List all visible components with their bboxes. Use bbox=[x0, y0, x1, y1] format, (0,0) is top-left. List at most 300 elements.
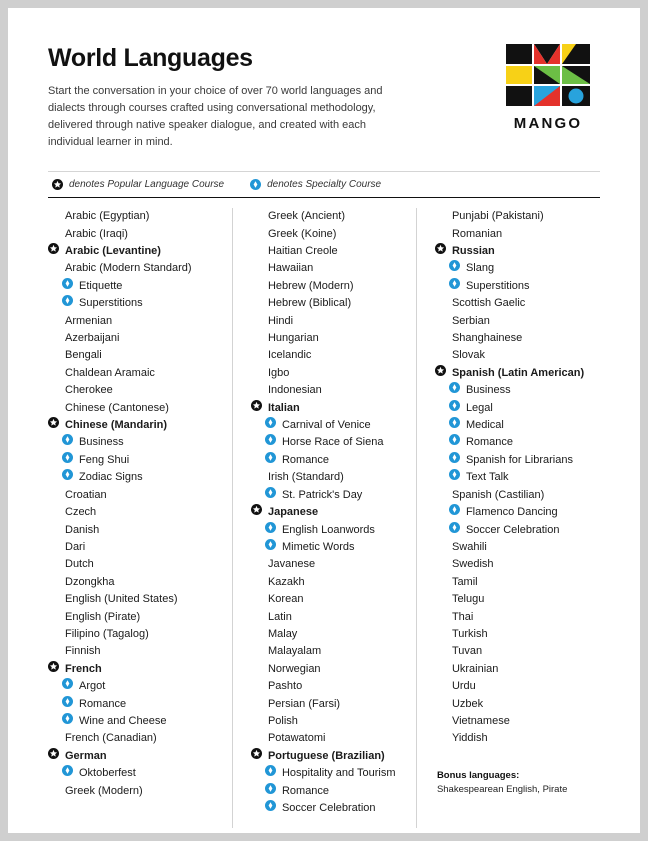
diamond-badge-icon bbox=[265, 765, 276, 776]
language-item[interactable] bbox=[251, 591, 404, 608]
page-title: World Languages bbox=[48, 44, 253, 72]
language-item-label: Japanese bbox=[267, 506, 319, 519]
specialty-course-item[interactable] bbox=[251, 800, 404, 817]
diamond-badge-icon bbox=[265, 417, 276, 428]
legend-specialty bbox=[250, 179, 381, 190]
spacer-icon bbox=[48, 522, 59, 533]
spacer-icon bbox=[48, 400, 59, 411]
language-item-label: Slovak bbox=[451, 349, 485, 362]
language-item[interactable] bbox=[435, 295, 588, 312]
spacer-icon bbox=[435, 208, 446, 219]
spacer-icon bbox=[48, 260, 59, 271]
language-item-label: Slang bbox=[465, 262, 495, 275]
language-item[interactable] bbox=[435, 609, 588, 626]
language-item-label: Shanghainese bbox=[451, 332, 523, 345]
page-header bbox=[8, 8, 640, 151]
star-badge-icon bbox=[52, 179, 63, 190]
language-item[interactable] bbox=[251, 208, 404, 225]
language-item-label: Pashto bbox=[267, 680, 303, 693]
spacer-icon bbox=[435, 347, 446, 358]
spacer-icon bbox=[251, 678, 262, 689]
language-item[interactable] bbox=[48, 347, 220, 364]
specialty-course-item[interactable] bbox=[251, 522, 404, 539]
language-item-label: Vietnamese bbox=[451, 714, 510, 727]
language-item[interactable] bbox=[251, 609, 404, 626]
language-item[interactable] bbox=[48, 591, 220, 608]
specialty-course-item[interactable] bbox=[435, 452, 588, 469]
specialty-course-item[interactable] bbox=[251, 783, 404, 800]
language-item-label: English Loanwords bbox=[281, 523, 375, 536]
language-item-label: Irish (Standard) bbox=[267, 471, 344, 484]
language-column-2 bbox=[232, 208, 416, 828]
spacer-icon bbox=[435, 539, 446, 550]
language-item-label: Spanish for Librarians bbox=[465, 453, 573, 466]
language-item-label: Russian bbox=[451, 245, 495, 257]
diamond-badge-icon bbox=[62, 678, 73, 689]
spacer-icon bbox=[48, 730, 59, 741]
language-item[interactable] bbox=[435, 539, 588, 556]
language-item[interactable] bbox=[48, 556, 220, 573]
spacer-icon bbox=[251, 591, 262, 602]
specialty-course-item[interactable] bbox=[251, 487, 404, 504]
language-item-label: Indonesian bbox=[267, 384, 322, 397]
language-item[interactable] bbox=[251, 643, 404, 660]
specialty-course-item[interactable] bbox=[48, 278, 220, 295]
language-item-label: Hebrew (Biblical) bbox=[267, 297, 352, 310]
specialty-course-item[interactable] bbox=[251, 452, 404, 469]
language-item[interactable] bbox=[435, 347, 588, 364]
language-item-label: Malay bbox=[267, 627, 298, 640]
star-badge-icon bbox=[48, 243, 59, 254]
spacer-icon bbox=[251, 313, 262, 324]
diamond-badge-icon bbox=[62, 434, 73, 445]
language-item[interactable] bbox=[48, 330, 220, 347]
language-item-label: Romance bbox=[79, 697, 127, 710]
spacer-icon bbox=[435, 661, 446, 672]
specialty-course-item[interactable] bbox=[48, 295, 220, 312]
language-item-label: Superstitions bbox=[465, 279, 530, 292]
spacer-icon bbox=[251, 469, 262, 480]
language-item[interactable] bbox=[48, 260, 220, 277]
language-item-label: Swedish bbox=[451, 558, 494, 571]
spacer-icon bbox=[251, 609, 262, 620]
language-item-label: Cherokee bbox=[65, 384, 113, 397]
spacer-icon bbox=[435, 643, 446, 654]
language-item-label: Malayalam bbox=[267, 645, 322, 658]
language-column-1 bbox=[48, 208, 232, 828]
language-item-label: Zodiac Signs bbox=[79, 471, 143, 484]
spacer-icon bbox=[435, 556, 446, 567]
spacer-icon bbox=[48, 313, 59, 324]
language-item[interactable] bbox=[48, 365, 220, 382]
spacer-icon bbox=[435, 487, 446, 498]
language-item[interactable] bbox=[435, 574, 588, 591]
star-badge-icon bbox=[48, 661, 59, 672]
spacer-icon bbox=[251, 730, 262, 741]
diamond-badge-icon bbox=[449, 522, 460, 533]
language-item-label: St. Patrick's Day bbox=[281, 488, 363, 501]
language-item-label: Medical bbox=[465, 419, 504, 432]
language-item-label: Greek (Koine) bbox=[267, 227, 337, 240]
language-item[interactable] bbox=[251, 730, 404, 747]
language-item-label: Ukrainian bbox=[451, 662, 499, 675]
language-item-label: Horse Race of Siena bbox=[281, 436, 384, 449]
language-item[interactable] bbox=[251, 313, 404, 330]
diamond-badge-icon bbox=[449, 400, 460, 411]
legend-bar bbox=[48, 171, 600, 198]
star-badge-icon bbox=[435, 365, 446, 376]
language-item-label: French bbox=[65, 662, 102, 675]
spacer-icon bbox=[435, 330, 446, 341]
language-item-label: Persian (Farsi) bbox=[267, 697, 341, 710]
star-badge-icon bbox=[48, 417, 59, 428]
language-item-label: Portuguese (Brazilian) bbox=[267, 749, 385, 762]
diamond-badge-icon bbox=[62, 765, 73, 776]
language-item[interactable] bbox=[435, 208, 588, 225]
document-page bbox=[8, 8, 640, 833]
spacer-icon bbox=[251, 574, 262, 585]
specialty-course-item[interactable] bbox=[48, 678, 220, 695]
spacer-icon bbox=[251, 226, 262, 237]
language-item-label: Chaldean Aramaic bbox=[65, 366, 155, 379]
language-item[interactable] bbox=[251, 469, 404, 486]
spacer-icon bbox=[251, 382, 262, 393]
language-item-label: Latin bbox=[267, 610, 292, 623]
language-item-label: Romanian bbox=[451, 227, 503, 240]
language-item-label: Hungarian bbox=[267, 332, 319, 345]
popular-language-item[interactable] bbox=[435, 243, 588, 260]
language-item[interactable] bbox=[48, 574, 220, 591]
specialty-course-item[interactable] bbox=[435, 260, 588, 277]
language-columns bbox=[48, 208, 600, 828]
specialty-course-item[interactable] bbox=[48, 696, 220, 713]
diamond-badge-icon bbox=[62, 295, 73, 306]
language-item-label: Dzongkha bbox=[65, 575, 115, 588]
specialty-course-item[interactable] bbox=[435, 434, 588, 451]
mango-logo-icon bbox=[506, 44, 590, 106]
specialty-course-item[interactable] bbox=[251, 434, 404, 451]
language-item-label: Telugu bbox=[451, 593, 485, 606]
popular-language-item[interactable] bbox=[48, 243, 220, 260]
page-subtitle: Start the conversation in your choice of over 70 world languages and dialects through courses crafted using conversational methodology, delivered through native speaker dialogue, and created with each individual learner in mind. bbox=[48, 85, 383, 149]
language-item-label: Text Talk bbox=[465, 471, 509, 484]
language-item-label: Flamenco Dancing bbox=[465, 506, 558, 519]
diamond-badge-icon bbox=[62, 696, 73, 707]
language-item-label: Soccer Celebration bbox=[281, 802, 376, 814]
language-item-label: Kazakh bbox=[267, 575, 305, 588]
spacer-icon bbox=[251, 278, 262, 289]
language-item-label: Business bbox=[465, 384, 511, 397]
language-item[interactable] bbox=[251, 295, 404, 312]
spacer-icon bbox=[251, 347, 262, 358]
language-item[interactable] bbox=[435, 730, 588, 747]
language-item-label: Dutch bbox=[65, 558, 94, 571]
language-item-label: Carnival of Venice bbox=[281, 419, 371, 432]
language-item[interactable] bbox=[251, 713, 404, 730]
legend-specialty-label: denotes Specialty Course bbox=[267, 179, 382, 191]
language-item[interactable] bbox=[251, 260, 404, 277]
language-list-2 bbox=[251, 208, 404, 817]
language-item[interactable] bbox=[48, 313, 220, 330]
language-item-label: Romance bbox=[281, 784, 330, 797]
language-item-label: Potawatomi bbox=[267, 732, 326, 745]
diamond-badge-icon bbox=[449, 434, 460, 445]
spacer-icon bbox=[251, 713, 262, 724]
language-item[interactable] bbox=[48, 626, 220, 643]
language-item[interactable] bbox=[435, 556, 588, 573]
language-item-label: Dari bbox=[65, 540, 86, 553]
language-item-label: Greek (Modern) bbox=[65, 784, 143, 797]
language-item-label: Uzbek bbox=[451, 697, 484, 710]
language-item-label: Finnish bbox=[65, 645, 101, 658]
language-item-label: Urdu bbox=[451, 680, 476, 693]
spacer-icon bbox=[48, 643, 59, 654]
language-item-label: Polish bbox=[267, 714, 298, 727]
star-badge-icon bbox=[251, 400, 262, 411]
language-item[interactable] bbox=[251, 661, 404, 678]
spacer-icon bbox=[251, 643, 262, 654]
language-item-label: Yiddish bbox=[451, 732, 488, 745]
specialty-course-item[interactable] bbox=[48, 469, 220, 486]
language-item-label: Etiquette bbox=[79, 279, 123, 292]
language-item[interactable] bbox=[48, 539, 220, 556]
language-item-label: Javanese bbox=[267, 558, 316, 571]
language-item-label: Greek (Ancient) bbox=[267, 210, 345, 223]
language-item[interactable] bbox=[251, 278, 404, 295]
language-item-label: Hebrew (Modern) bbox=[267, 279, 354, 292]
language-item[interactable] bbox=[251, 226, 404, 243]
language-item-label: Argot bbox=[79, 680, 106, 693]
language-item[interactable] bbox=[251, 678, 404, 695]
specialty-course-item[interactable] bbox=[435, 504, 588, 521]
language-item-label: Swahili bbox=[451, 540, 487, 553]
language-item[interactable] bbox=[251, 626, 404, 643]
language-item[interactable] bbox=[435, 696, 588, 713]
specialty-course-item[interactable] bbox=[435, 400, 588, 417]
specialty-course-item[interactable] bbox=[435, 469, 588, 486]
bonus-languages bbox=[435, 770, 588, 795]
spacer-icon bbox=[435, 295, 446, 306]
specialty-course-item[interactable] bbox=[435, 278, 588, 295]
specialty-course-item[interactable] bbox=[48, 434, 220, 451]
spacer-icon bbox=[251, 626, 262, 637]
language-item-label: Tamil bbox=[451, 575, 478, 588]
popular-language-item[interactable] bbox=[48, 417, 220, 434]
language-item-label: Norwegian bbox=[267, 662, 321, 675]
language-item-label: Thai bbox=[451, 610, 474, 623]
language-item[interactable] bbox=[251, 365, 404, 382]
bonus-text: Shakespearean English, Pirate bbox=[436, 783, 568, 795]
language-item-label: Turkish bbox=[451, 627, 488, 640]
popular-language-item[interactable] bbox=[251, 504, 404, 521]
popular-language-item[interactable] bbox=[251, 748, 404, 765]
language-item[interactable] bbox=[48, 609, 220, 626]
language-item-label: Filipino (Tagalog) bbox=[65, 627, 149, 640]
diamond-badge-icon bbox=[62, 713, 73, 724]
spacer-icon bbox=[48, 783, 59, 794]
brand-logo bbox=[502, 44, 594, 132]
language-item-label: Tuvan bbox=[451, 645, 483, 658]
diamond-badge-icon bbox=[449, 417, 460, 428]
diamond-badge-icon bbox=[265, 522, 276, 533]
language-item[interactable] bbox=[48, 504, 220, 521]
spacer-icon bbox=[435, 678, 446, 689]
specialty-course-item[interactable] bbox=[435, 382, 588, 399]
diamond-badge-icon bbox=[449, 260, 460, 271]
language-item-label: Hawaiian bbox=[267, 262, 314, 275]
popular-language-item[interactable] bbox=[48, 661, 220, 678]
legend-popular-label: denotes Popular Language Course bbox=[69, 179, 225, 191]
star-badge-icon bbox=[251, 748, 262, 759]
diamond-badge-icon bbox=[62, 469, 73, 480]
specialty-course-item[interactable] bbox=[251, 417, 404, 434]
header-text-block bbox=[48, 44, 468, 151]
specialty-course-item[interactable] bbox=[251, 765, 404, 782]
spacer-icon bbox=[48, 556, 59, 567]
popular-language-item[interactable] bbox=[48, 748, 220, 765]
language-item[interactable] bbox=[435, 330, 588, 347]
diamond-badge-icon bbox=[449, 469, 460, 480]
language-list-3 bbox=[435, 208, 588, 748]
language-item[interactable] bbox=[48, 382, 220, 399]
language-item-label: Hospitality and Tourism bbox=[281, 767, 396, 780]
spacer-icon bbox=[48, 609, 59, 620]
popular-language-item[interactable] bbox=[435, 365, 588, 382]
spacer-icon bbox=[48, 487, 59, 498]
spacer-icon bbox=[48, 574, 59, 585]
spacer-icon bbox=[48, 539, 59, 550]
language-item-label: Wine and Cheese bbox=[79, 714, 167, 727]
language-item-label: Oktoberfest bbox=[79, 767, 136, 780]
specialty-course-item[interactable] bbox=[435, 522, 588, 539]
language-item-label: Italian bbox=[267, 401, 300, 414]
language-item[interactable] bbox=[435, 226, 588, 243]
diamond-badge-icon bbox=[265, 539, 276, 550]
diamond-badge-icon bbox=[265, 434, 276, 445]
spacer-icon bbox=[435, 226, 446, 237]
language-item-label: Armenian bbox=[65, 314, 113, 327]
bonus-title: Bonus languages: bbox=[436, 769, 520, 781]
spacer-icon bbox=[435, 626, 446, 637]
language-item[interactable] bbox=[251, 382, 404, 399]
specialty-course-item[interactable] bbox=[48, 452, 220, 469]
language-item[interactable] bbox=[48, 643, 220, 660]
spacer-icon bbox=[48, 365, 59, 376]
specialty-course-item[interactable] bbox=[48, 713, 220, 730]
star-badge-icon bbox=[435, 243, 446, 254]
language-item-label: Spanish (Latin American) bbox=[451, 366, 585, 379]
language-item-label: English (Pirate) bbox=[65, 610, 141, 623]
language-item[interactable] bbox=[435, 678, 588, 695]
language-item-label: Serbian bbox=[451, 314, 490, 327]
diamond-badge-icon bbox=[449, 504, 460, 515]
language-item-label: Arabic (Egyptian) bbox=[65, 210, 150, 223]
language-item-label: Arabic (Iraqi) bbox=[65, 227, 128, 240]
language-item[interactable] bbox=[435, 643, 588, 660]
language-item[interactable] bbox=[48, 487, 220, 504]
language-item[interactable] bbox=[435, 487, 588, 504]
language-item-label: Soccer Celebration bbox=[465, 523, 560, 536]
language-item-label: Superstitions bbox=[79, 297, 143, 310]
language-item[interactable] bbox=[48, 400, 220, 417]
spacer-icon bbox=[251, 208, 262, 219]
language-item[interactable] bbox=[251, 330, 404, 347]
language-item-label: Feng Shui bbox=[79, 453, 130, 466]
language-item[interactable] bbox=[48, 783, 220, 800]
language-item-label: Legal bbox=[465, 401, 493, 414]
spacer-icon bbox=[251, 556, 262, 567]
language-item-label: Scottish Gaelic bbox=[451, 297, 526, 310]
language-item[interactable] bbox=[251, 347, 404, 364]
diamond-badge-icon bbox=[449, 278, 460, 289]
language-item-label: Hindi bbox=[267, 314, 294, 327]
spacer-icon bbox=[435, 574, 446, 585]
language-item-label: Punjabi (Pakistani) bbox=[451, 210, 544, 223]
diamond-badge-icon bbox=[265, 783, 276, 794]
spacer-icon bbox=[48, 626, 59, 637]
language-item-label: French (Canadian) bbox=[65, 732, 157, 745]
language-item-label: Spanish (Castilian) bbox=[451, 488, 545, 501]
spacer-icon bbox=[48, 330, 59, 341]
brand-wordmark: MANGO bbox=[513, 115, 583, 132]
spacer-icon bbox=[48, 591, 59, 602]
language-item-label: Korean bbox=[267, 593, 304, 606]
language-item-label: Azerbaijani bbox=[65, 332, 120, 345]
language-column-3 bbox=[416, 208, 600, 828]
language-item[interactable] bbox=[435, 313, 588, 330]
language-item[interactable] bbox=[251, 556, 404, 573]
language-item-label: Arabic (Levantine) bbox=[65, 245, 161, 257]
specialty-course-item[interactable] bbox=[48, 765, 220, 782]
language-item-label: German bbox=[65, 749, 107, 762]
language-item[interactable] bbox=[435, 626, 588, 643]
legend-popular bbox=[52, 179, 224, 190]
language-item[interactable] bbox=[251, 243, 404, 260]
language-item[interactable] bbox=[435, 713, 588, 730]
star-badge-icon bbox=[251, 504, 262, 515]
language-item-label: English (United States) bbox=[65, 593, 178, 606]
language-item[interactable] bbox=[435, 591, 588, 608]
spacer-icon bbox=[435, 609, 446, 620]
language-item[interactable] bbox=[48, 208, 220, 225]
language-item-label: Danish bbox=[65, 523, 100, 536]
spacer-icon bbox=[435, 713, 446, 724]
language-item-label: Haitian Creole bbox=[267, 245, 338, 257]
language-item[interactable] bbox=[48, 730, 220, 747]
diamond-badge-icon bbox=[449, 452, 460, 463]
specialty-course-item[interactable] bbox=[435, 417, 588, 434]
language-item[interactable] bbox=[251, 574, 404, 591]
diamond-badge-icon bbox=[265, 487, 276, 498]
popular-language-item[interactable] bbox=[251, 400, 404, 417]
spacer-icon bbox=[48, 347, 59, 358]
diamond-badge-icon bbox=[265, 452, 276, 463]
diamond-badge-icon bbox=[265, 800, 276, 811]
spacer-icon bbox=[48, 208, 59, 219]
spacer-icon bbox=[251, 260, 262, 271]
specialty-course-item[interactable] bbox=[251, 539, 404, 556]
language-item[interactable] bbox=[435, 661, 588, 678]
language-list-1 bbox=[48, 208, 220, 800]
language-item[interactable] bbox=[251, 696, 404, 713]
language-item[interactable] bbox=[48, 522, 220, 539]
language-item-label: Mimetic Words bbox=[281, 540, 355, 553]
diamond-badge-icon bbox=[250, 179, 261, 190]
language-item[interactable] bbox=[48, 226, 220, 243]
spacer-icon bbox=[251, 696, 262, 707]
spacer-icon bbox=[435, 591, 446, 602]
spacer-icon bbox=[435, 696, 446, 707]
